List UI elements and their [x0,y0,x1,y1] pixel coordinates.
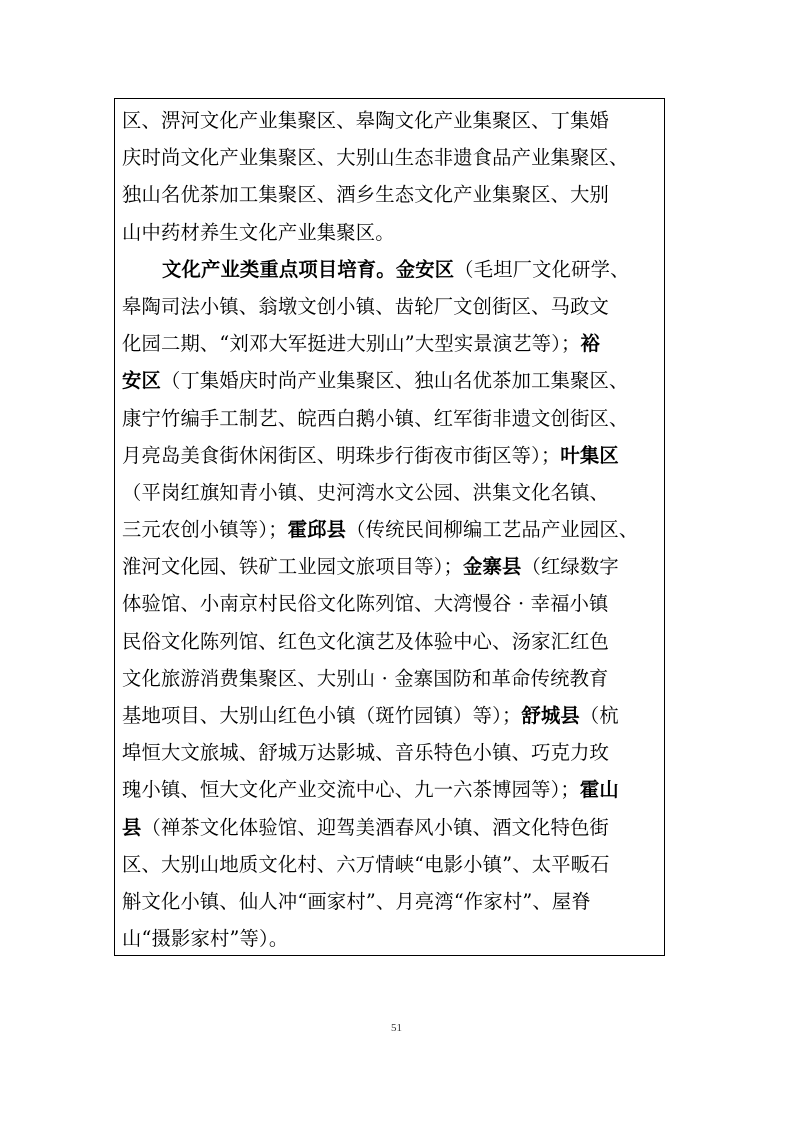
text-run: （丁集婚庆时尚产业集聚区、独山名优茶加工集聚区、 [160,369,629,393]
county-name: 金安区 [395,257,455,281]
body-text [122,102,662,957]
county-name: 霍山 [579,778,619,802]
text-run: （红绿数字 [521,555,619,579]
text-line: 埠恒大文旅城、舒城万达影城、音乐特色小镇、巧克力玫 [122,741,610,765]
text-line [122,548,662,585]
text-line [122,511,662,548]
text-run: 基地项目、大别山红色小镇（斑竹园镇）等）； [122,704,522,727]
text-run: 瑰小镇、恒大文化产业交流中心、九一六茶博园等）； [122,778,580,802]
text-line [122,809,662,846]
county-name: 县 [122,815,142,839]
section-heading: 文化产业类重点项目培育。 [162,257,396,281]
text-run: （传统民间柳编工艺品产业园区、 [346,518,639,542]
text-line: 区、大别山地质文化村、六万情峡“电影小镇”、太平畈石 [122,852,610,876]
text-line [122,771,662,808]
text-line: 民俗文化陈列馆、红色文化演艺及体验中心、汤家汇红色 [122,629,610,653]
text-line: 山中药材养生文化产业集聚区。 [122,220,395,244]
text-run: 淮河文化园、铁矿工业园文旅项目等）； [122,555,464,579]
text-line [122,697,662,734]
county-name: 金寨县 [463,555,522,579]
text-line: 体验馆、小南京村民俗文化陈列馆、大湾慢谷 · 幸福小镇 [122,592,609,616]
page-number: 51 [391,1022,402,1034]
text-line: （平岗红旗知青小镇、史河湾水文公园、洪集文化名镇、 [122,480,610,504]
county-name: 叶集区 [560,443,619,467]
text-line: 区、淠河文化产业集聚区、皋陶文化产业集聚区、丁集婚 [122,109,610,132]
county-name: 舒城县 [521,704,580,727]
text-run: （禅茶文化体验馆、迎驾美酒春风小镇、酒文化特色街 [141,815,610,839]
county-name: 安区 [122,369,161,393]
text-run: 三元农创小镇等）； [122,518,288,542]
text-line: 庆时尚文化产业集聚区、大别山生态非遗食品产业集聚区、 [122,146,629,170]
text-line: 文化旅游消费集聚区、大别山 · 金寨国防和革命传统教育 [122,666,609,690]
county-name: 裕 [580,332,601,356]
text-line [122,362,662,399]
text-line: 皋陶司法小镇、翁墩文创小镇、齿轮厂文创街区、马政文 [122,294,610,318]
text-run: 月亮岛美食街休闲街区、明珠步行街夜市街区等）； [122,443,561,467]
text-run: （杭 [579,704,619,727]
text-line: 康宁竹编手工制艺、皖西白鹅小镇、红军街非遗文创街区、 [122,406,629,430]
text-line: 山“摄影家村”等）。 [122,927,289,951]
text-line: 独山名优茶加工集聚区、酒乡生态文化产业集聚区、大别 [122,183,610,207]
text-line [122,437,662,474]
county-name: 霍邱县 [287,518,347,542]
text-run: （毛坦厂文化研学、 [454,257,630,281]
text-line: 斛文化小镇、仙人冲“画家村”、月亮湾“作家村”、屋脊 [122,889,591,913]
text-run: 化园二期、“刘邓大军挺进大别山”大型实景演艺等）； [122,332,581,356]
text-line [122,325,662,362]
text-line [122,251,662,288]
